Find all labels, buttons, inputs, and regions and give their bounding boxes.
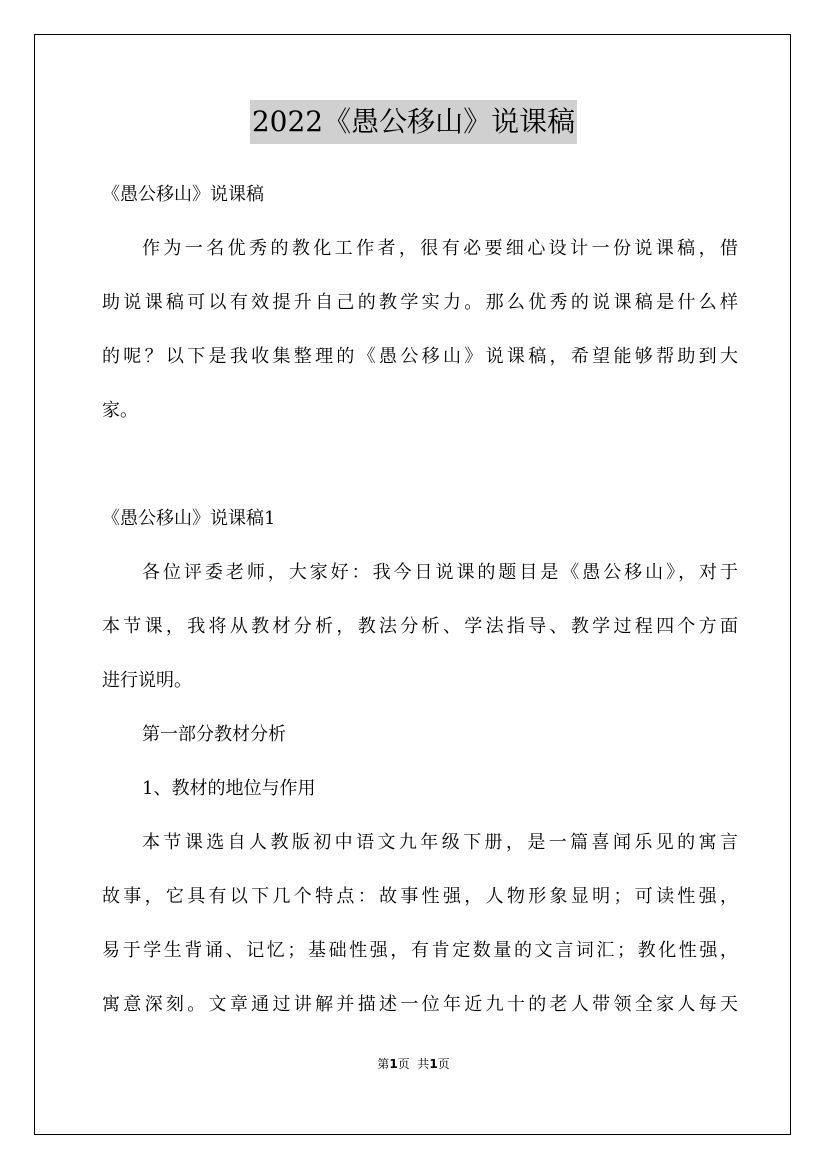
- blank-line: [102, 438, 738, 492]
- footer-page-prefix: 第: [377, 1057, 390, 1071]
- footer-page-suffix: 页: [437, 1057, 450, 1071]
- document-title: 2022《愚公移山》说课稿: [250, 100, 577, 144]
- paragraph-line: 的呢？以下是我收集整理的《愚公移山》说课稿，希望能够帮助到大: [102, 346, 738, 367]
- paragraph-line: 各位评委老师，大家好：我今日说课的题目是《愚公移山》，对于: [142, 562, 738, 583]
- paragraph-line: 易于学生背诵、记忆；基础性强，有肯定数量的文言词汇；教化性强，: [102, 940, 738, 961]
- subsection-heading: 1、教材的地位与作用: [142, 778, 316, 799]
- paragraph-line: 进行说明。: [102, 670, 192, 691]
- paragraph-line: 本节课选自人教版初中语文九年级下册，是一篇喜闻乐见的寓言: [142, 832, 738, 853]
- paragraph-line: 助说课稿可以有效提升自己的教学实力。那么优秀的说课稿是什么样: [102, 292, 738, 313]
- paragraph-line: 作为一名优秀的教化工作者，很有必要细心设计一份说课稿，借: [142, 238, 738, 259]
- page-footer: [0, 1056, 827, 1072]
- paragraph-line: 家。: [102, 400, 138, 421]
- paragraph-line: 故事，它具有以下几个特点：故事性强，人物形象显明；可读性强，: [102, 886, 738, 907]
- paragraph-line: 本节课，我将从教材分析，教法分析、学法指导、教学过程四个方面: [102, 616, 738, 637]
- footer-total-pages: 1: [429, 1057, 438, 1071]
- part-heading: 第一部分教材分析: [142, 724, 286, 745]
- document-body: [102, 168, 738, 1032]
- title-container: [0, 100, 827, 144]
- footer-current-page: 1: [389, 1057, 398, 1071]
- paragraph-line: 寓意深刻。文章通过讲解并描述一位年近九十的老人带领全家人每天: [102, 994, 738, 1015]
- section-heading: 《愚公移山》说课稿1: [102, 508, 276, 529]
- footer-page-mid: 页 共: [397, 1057, 430, 1071]
- subtitle-line: 《愚公移山》说课稿: [102, 184, 264, 205]
